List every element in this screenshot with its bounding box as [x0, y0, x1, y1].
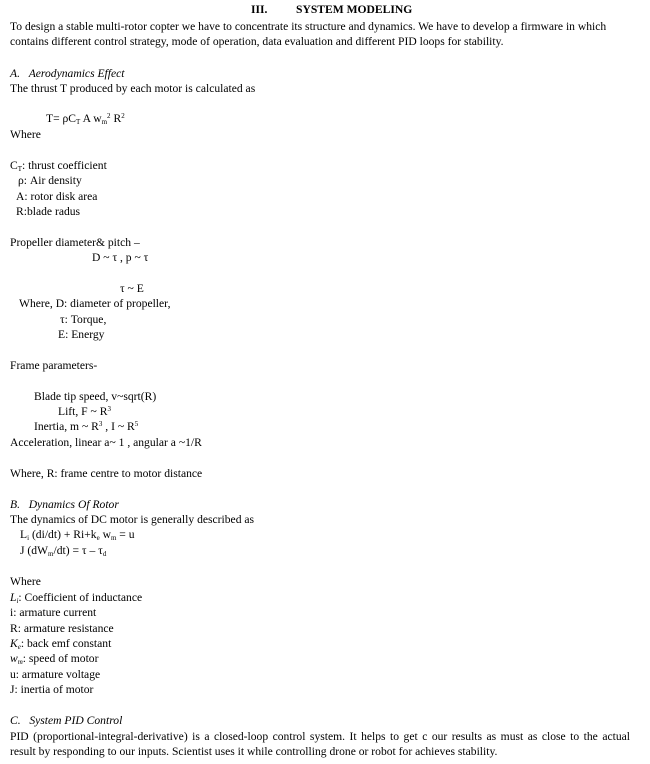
acceleration-relation: Acceleration, linear a~ 1 , angular a ~1/R — [10, 436, 202, 449]
subsection-a-letter: A. — [10, 67, 20, 80]
thrust-intro: The thrust T produced by each motor is calculated as — [10, 82, 256, 95]
formula-sup: 2 — [107, 112, 111, 120]
inertia-text: Inertia, m ~ R — [34, 420, 99, 433]
eq-part: /dt) = τ – τ — [53, 544, 103, 557]
where-label: Where — [10, 128, 41, 141]
subsection-a-title: Aerodynamics Effect — [28, 67, 125, 80]
propeller-relation: D ~ τ , p ~ τ — [92, 251, 149, 264]
def-torque: τ: Torque, — [60, 313, 107, 326]
where-frame-distance: Where, R: frame centre to motor distance — [10, 467, 203, 480]
def-sub: e — [17, 643, 21, 651]
def-rotor-area: A: rotor disk area — [16, 190, 98, 203]
subsection-c-heading — [10, 713, 122, 728]
section-number: III. — [251, 3, 268, 16]
inertia-sup: 5 — [134, 420, 139, 428]
def-sub: T — [17, 165, 23, 173]
def-symbol: L — [10, 591, 17, 604]
subsection-b-heading — [10, 497, 119, 512]
def-text: : Coefficient of inductance — [18, 591, 143, 604]
def-thrust-coefficient — [10, 158, 107, 173]
eq-sub: m — [48, 550, 54, 558]
formula-sup: 2 — [121, 112, 125, 120]
eq-sub: i — [27, 534, 30, 542]
motor-equation-2 — [20, 543, 106, 558]
lift-relation — [58, 404, 111, 419]
subsection-a-heading — [10, 66, 125, 81]
def-symbol: w — [10, 652, 18, 665]
def-motor-inertia: J: inertia of motor — [10, 683, 94, 696]
def-energy: E: Energy — [58, 328, 105, 341]
eq-sub: e — [96, 534, 100, 542]
lift-sup: 3 — [107, 405, 111, 413]
lift-text: Lift, F ~ R — [58, 405, 108, 418]
intro-line-1: To design a stable multi-rotor copter we have to concentrate its structure and dynamics. We have to develop a firmware in which — [10, 20, 607, 33]
blade-tip-speed: Blade tip speed, v~sqrt(R) — [34, 390, 157, 403]
propeller-label: Propeller diameter& pitch – — [10, 236, 140, 249]
eq-sub: d — [102, 550, 107, 558]
eq-part: w — [99, 528, 111, 541]
def-sub: i — [16, 597, 19, 605]
inertia-text: , I ~ R — [102, 420, 135, 433]
subsection-c-letter: C. — [10, 714, 21, 727]
def-motor-speed — [10, 651, 98, 666]
inertia-relation — [34, 419, 138, 434]
torque-energy-relation: τ ~ E — [120, 282, 144, 295]
motor-equation-1 — [20, 527, 135, 542]
formula-part: R — [110, 112, 122, 125]
eq-part: J (dW — [20, 544, 49, 557]
def-symbol: C — [10, 159, 18, 172]
subsection-c-title: System PID Control — [29, 714, 123, 727]
subsection-b-title: Dynamics Of Rotor — [28, 498, 119, 511]
intro-line-2: contains different control strategy, mode of operation, data evaluation and different PID loops for stability. — [10, 35, 504, 48]
pid-line-1: PID (proportional-integral-derivative) is a closed-loop control system. It helps to get c our results as must as close to the actual — [10, 730, 630, 743]
formula-part: T= ρC — [46, 112, 77, 125]
eq-part: = u — [116, 528, 135, 541]
eq-sub: m — [110, 534, 117, 542]
frame-parameters-label: Frame parameters- — [10, 359, 98, 372]
formula-sub: T — [76, 118, 81, 126]
def-text: : thrust coefficient — [22, 159, 107, 172]
eq-part: (di/dt) + Ri+k — [29, 528, 97, 541]
def-text: : back emf constant — [20, 637, 112, 650]
thrust-formula — [46, 111, 125, 126]
subsection-b-letter: B. — [10, 498, 20, 511]
formula-part: A w — [80, 112, 102, 125]
def-back-emf — [10, 636, 111, 651]
where-label-b: Where — [10, 575, 41, 588]
def-armature-current: i: armature current — [10, 606, 97, 619]
pid-line-2: result by responding to our inputs. Scientist uses it while controlling drone or robot for achieves stability. — [10, 745, 498, 758]
section-title: SYSTEM MODELING — [296, 3, 413, 16]
def-blade-radius: R:blade radus — [16, 205, 81, 218]
eq-part: L — [20, 528, 28, 541]
def-armature-voltage: u: armature voltage — [10, 668, 101, 681]
where-diameter: Where, D: diameter of propeller, — [19, 297, 171, 310]
def-text: : speed of motor — [22, 652, 99, 665]
formula-sub: m — [101, 118, 108, 126]
def-air-density: ρ: Air density — [18, 174, 82, 187]
def-armature-resistance: R: armature resistance — [10, 622, 114, 635]
motor-dynamics-intro: The dynamics of DC motor is generally described as — [10, 513, 255, 526]
inertia-sup: 3 — [98, 420, 103, 428]
def-symbol: K — [10, 637, 18, 650]
def-sub: m — [17, 658, 23, 666]
def-inductance — [10, 590, 142, 605]
